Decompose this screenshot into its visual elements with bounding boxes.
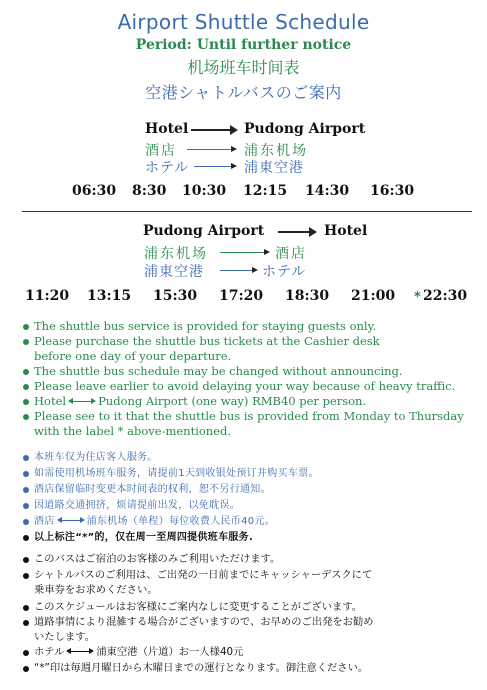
note-en-1: The shuttle bus service is provided for staying guests only. bbox=[34, 319, 377, 333]
route2-from-cn: 浦东机场 bbox=[144, 246, 208, 262]
bullet-icon bbox=[23, 535, 29, 541]
bullet-icon bbox=[23, 471, 29, 477]
note-cn-6: 以上标注“*”的，仅在周一至周四提供班车服务. bbox=[34, 532, 254, 543]
route2-time: 17:20 bbox=[219, 288, 264, 304]
bullet-icon bbox=[23, 519, 29, 525]
two-way-arrow-icon bbox=[68, 399, 96, 405]
bullet-icon bbox=[23, 339, 29, 345]
route1-time: 10:30 bbox=[182, 183, 227, 199]
route2-from-jp: 浦東空港 bbox=[144, 264, 204, 280]
note-jp-5 bbox=[34, 645, 243, 661]
route2-time: 11:20 bbox=[25, 288, 70, 304]
note-cn-5-from: 酒店 bbox=[34, 516, 55, 527]
two-way-arrow-icon bbox=[66, 649, 94, 655]
route1-to-cn: 浦东机场 bbox=[244, 143, 308, 159]
route1-to-jp: 浦東空港 bbox=[244, 160, 304, 176]
route1-time: 16:30 bbox=[370, 183, 415, 199]
route2-to-cn: 酒店 bbox=[275, 246, 307, 262]
bullet-icon bbox=[23, 557, 29, 563]
route1-time: 12:15 bbox=[243, 183, 288, 199]
note-jp-4a: 道路事情により混雑する場合がございますので、お早めのご出発をお勧め bbox=[34, 616, 374, 628]
route2-arrow-icon bbox=[278, 231, 315, 233]
bullet-icon bbox=[23, 487, 29, 493]
bullet-icon bbox=[23, 324, 29, 330]
period-notice: Period: Until further notice bbox=[135, 37, 352, 53]
note-cn-3: 酒店保留临时变更本时间表的权利，恕不另行通知。 bbox=[34, 484, 271, 495]
bullet-icon bbox=[23, 384, 29, 390]
bullet-icon bbox=[23, 503, 29, 509]
two-way-arrow-icon bbox=[57, 518, 85, 524]
note-jp-5-from: ホテル bbox=[34, 646, 65, 658]
section-divider bbox=[22, 211, 472, 212]
bullet-icon bbox=[23, 573, 29, 579]
bullet-icon bbox=[23, 369, 29, 375]
route2-time: 22:30 bbox=[423, 288, 468, 304]
route1-arrow-icon bbox=[191, 129, 236, 131]
note-en-6b: with the label * above-mentioned. bbox=[34, 424, 232, 438]
bullet-icon bbox=[23, 620, 29, 626]
note-en-3: The shuttle bus schedule may be changed without announcing. bbox=[34, 364, 403, 378]
route2-time: 13:15 bbox=[87, 288, 132, 304]
note-cn-5-rest: 浦东机场（单程）每位收费人民币40元。 bbox=[86, 516, 276, 527]
title-english: Airport Shuttle Schedule bbox=[117, 10, 370, 34]
title-chinese: 机场班车时间表 bbox=[187, 58, 300, 77]
note-en-5-from: Hotel bbox=[34, 394, 67, 408]
route1-jp-arrow-icon bbox=[194, 166, 235, 167]
note-en-2a: Please purchase the shuttle bus tickets at the Cashier desk bbox=[34, 334, 380, 348]
bullet-icon bbox=[23, 399, 29, 405]
route2-cn-arrow-icon bbox=[220, 252, 268, 253]
note-en-5 bbox=[34, 394, 366, 409]
route2-from-en: Pudong Airport bbox=[143, 223, 265, 239]
route1-to-en: Pudong Airport bbox=[244, 121, 366, 137]
route2-time: 15:30 bbox=[153, 288, 198, 304]
note-cn-1: 本班车仅为住店客人服务。 bbox=[34, 452, 158, 463]
note-en-5-rest: Pudong Airport (one way) RMB40 per person. bbox=[98, 394, 367, 408]
route1-time: 06:30 bbox=[72, 183, 117, 199]
bullet-icon bbox=[23, 455, 29, 461]
route1-time: 8:30 bbox=[132, 183, 167, 199]
note-jp-1: このバスはご宿泊のお客様のみご利用いただけます。 bbox=[34, 553, 281, 565]
note-jp-4b: いたします。 bbox=[34, 631, 95, 643]
route2-to-jp: ホテル bbox=[262, 264, 307, 280]
title-japanese: 空港シャトルバスのご案内 bbox=[145, 83, 342, 102]
route1-from-jp: ホテル bbox=[145, 160, 190, 176]
bullet-icon bbox=[23, 650, 29, 656]
bullet-icon bbox=[23, 666, 29, 672]
route1-cn-arrow-icon bbox=[187, 149, 235, 150]
note-en-4: Please leave earlier to avoid delaying your way because of heavy traffic. bbox=[34, 379, 456, 393]
note-cn-5 bbox=[34, 514, 275, 529]
note-en-2b: before one day of your departure. bbox=[34, 349, 232, 363]
note-cn-4: 因道路交通拥挤，烦请提前出发，以免耽误。 bbox=[34, 500, 240, 511]
route2-time: 18:30 bbox=[285, 288, 330, 304]
thursday-only-star: * bbox=[414, 290, 421, 305]
route1-from-en: Hotel bbox=[145, 121, 189, 137]
route2-to-en: Hotel bbox=[324, 223, 368, 239]
route1-time: 14:30 bbox=[305, 183, 350, 199]
route1-from-cn: 酒店 bbox=[145, 143, 177, 159]
route2-time: 21:00 bbox=[351, 288, 396, 304]
note-cn-2: 如需使用机场班车服务，请提前1天到收银处预订并购买车票。 bbox=[34, 468, 319, 479]
note-en-6a: Please see to it that the shuttle bus is provided from Monday to Thursday bbox=[34, 409, 464, 423]
note-jp-3: このスケジュールはお客様にご案内なしに変更することがございます。 bbox=[34, 601, 363, 613]
note-jp-6: “*”印は毎週月曜日から木曜日までの運行となります。御注意ください。 bbox=[34, 662, 369, 674]
note-jp-5-rest: 浦東空港（片道）お一人様40元 bbox=[96, 646, 244, 658]
bullet-icon bbox=[23, 414, 29, 420]
route2-jp-arrow-icon bbox=[220, 270, 256, 271]
note-jp-2b: 乗車券をお求めください。 bbox=[34, 584, 158, 596]
note-jp-2a: シャトルバスのご利用は、ご出発の一日前までにキャッシャーデスクにて bbox=[34, 569, 373, 581]
bullet-icon bbox=[23, 605, 29, 611]
